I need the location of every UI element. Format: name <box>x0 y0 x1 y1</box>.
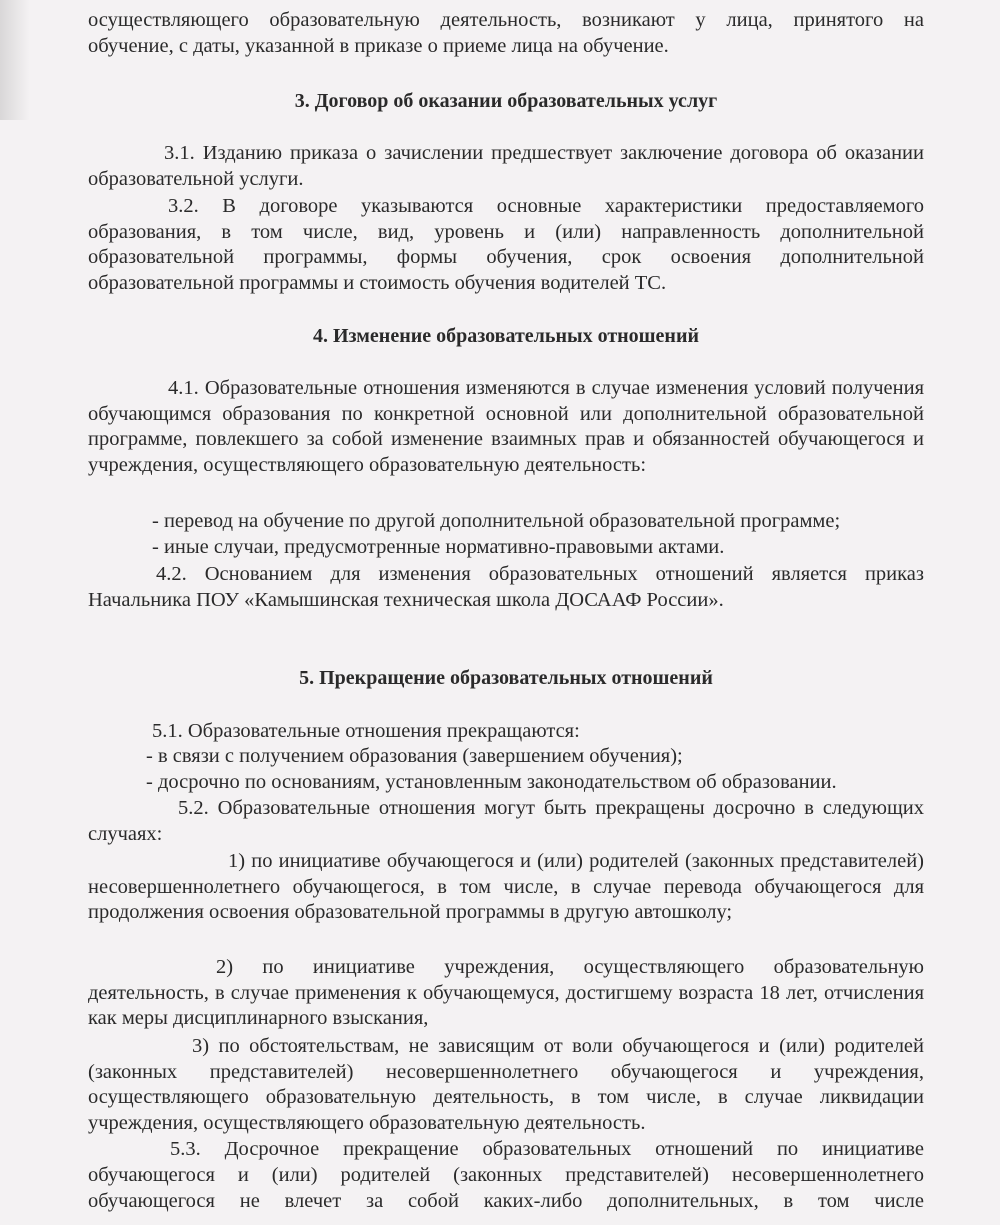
item-5-2-2: 2) по инициативе учреждения, осуществляющего образовательную деятельность, в случае применения к обучающемуся, достигшему возраста 18 лет, отчисления как меры дисциплинарного взыскания, <box>88 956 924 1029</box>
paragraph-5-3-line-2: обучающегося и (или) родителей (законных представителей) несовершеннолетнего <box>88 1164 924 1186</box>
section-5-heading: 5. Прекращение образовательных отношений <box>299 667 713 689</box>
section-3-heading: 3. Договор об оказании образовательных услуг <box>294 90 718 112</box>
paragraph-5-3-line-1: 5.3. Досрочное прекращение образовательных отношений по инициативе <box>170 1138 924 1160</box>
section-4-heading: 4. Изменение образовательных отношений <box>312 325 699 347</box>
carryover-line-1: осуществляющего образовательную деятельность, возникают у лица, принятого на <box>88 9 924 31</box>
carryover-line-2: обучение, с даты, указанной в приказе о приеме лица на обучение. <box>88 35 669 57</box>
paragraph-3-1: 3.1. Изданию приказа о зачислении предшествует заключение договора об оказании образовательной услуги. <box>88 142 924 190</box>
bullet-4-2: - иные случаи, предусмотренные нормативно-правовыми актами. <box>152 536 725 558</box>
page-edge-shadow <box>0 0 30 120</box>
paragraph-5-1: 5.1. Образовательные отношения прекращаются: <box>152 720 580 742</box>
item-5-2-1: 1) по инициативе обучающегося и (или) родителей (законных представителей) несовершеннолетнего обучающегося, в том числе, в случае перевода обучающегося для продолжения освоения образовательной программы в другую автошколу; <box>88 850 924 923</box>
bullet-5-2: - досрочно по основаниям, установленным законодательством об образовании. <box>146 771 837 793</box>
item-5-2-3: 3) по обстоятельствам, не зависящим от воли обучающегося и (или) родителей (законных представителей) несовершеннолетнего обучающегося и учреждения, осуществляющего образовательную деятельность, в том числе, в случае ликвидации учреждения, осуществляющего образовательную деятельность. <box>88 1035 924 1134</box>
bullet-4-1: - перевод на обучение по другой дополнительной образовательной программе; <box>152 510 841 532</box>
paragraph-3-2: 3.2. В договоре указываются основные характеристики предоставляемого образования, в том числе, вид, уровень и (или) направленность дополнительной образовательной программы, формы обучения, срок освоения дополнительной образовательной программы и стоимость обучения водителей ТС. <box>88 195 924 294</box>
bullet-5-1: - в связи с получением образования (завершением обучения); <box>146 745 683 767</box>
paragraph-4-2: 4.2. Основанием для изменения образовательных отношений является приказ Начальника ПОУ «Камышинская техническая школа ДОСААФ России». <box>88 563 924 611</box>
paragraph-5-2: 5.2. Образовательные отношения могут быть прекращены досрочно в следующих случаях: <box>88 797 924 845</box>
paragraph-5-3-line-3: обучающегося не влечет за собой каких-либо дополнительных, в том числе <box>88 1190 924 1212</box>
paragraph-4-1: 4.1. Образовательные отношения изменяются в случае изменения условий получения обучающимся образования по конкретной основной или дополнительной образовательной программе, повлекшего за собой изменение взаимных прав и обязанностей обучающегося и учреждения, осуществляющего образовательную деятельность: <box>88 377 924 476</box>
